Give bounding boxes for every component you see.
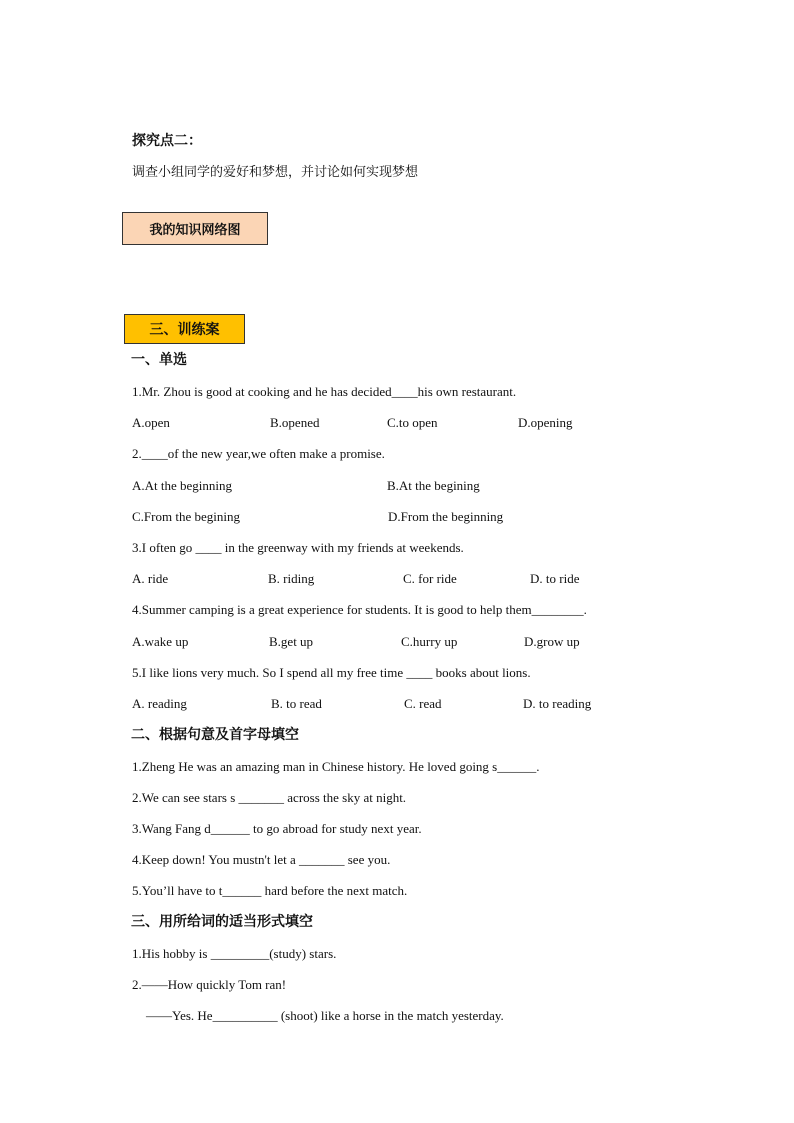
q3-option-c: C. for ride <box>403 571 457 586</box>
fill-item-5: 5.You’ll have to t______ hard before the next match. <box>132 883 408 898</box>
fill-item-1: 1.Zheng He was an amazing man in Chinese history. He loved going s______. <box>132 759 540 774</box>
q2-stem: 2.____of the new year,we often make a promise. <box>132 446 385 461</box>
q3-option-a: A. ride <box>132 571 169 586</box>
fill-item-3: 3.Wang Fang d______ to go abroad for study next year. <box>132 821 422 836</box>
q1-option-d: D.opening <box>518 415 573 430</box>
explore-heading: 探究点二： <box>132 133 202 149</box>
q2-option-d: D.From the beginning <box>388 509 504 524</box>
q1-option-a: A.open <box>132 415 170 430</box>
fill-item-2: 2.We can see stars s _______ across the sky at night. <box>132 790 407 805</box>
knowledge-network-box: 我的知识网络图 <box>122 212 268 245</box>
q2-option-c: C.From the begining <box>132 509 240 524</box>
q5-option-d: D. to reading <box>523 696 592 711</box>
q2-option-b: B.At the begining <box>387 478 480 493</box>
q3-option-d: D. to ride <box>530 571 580 586</box>
q5-option-a: A. reading <box>132 696 187 711</box>
q4-stem: 4.Summer camping is a great experience for students. It is good to help them________. <box>132 602 587 617</box>
q2-option-a: A.At the beginning <box>132 478 233 493</box>
q1-option-b: B.opened <box>270 415 320 430</box>
q1-option-c: C.to open <box>387 415 438 430</box>
section2-title: 二、根据句意及首字母填空 <box>131 727 299 743</box>
q3-stem: 3.I often go ____ in the greenway with my friends at weekends. <box>132 540 464 555</box>
form-item-1: 1.His hobby is _________(study) stars. <box>132 946 337 961</box>
q4-option-a: A.wake up <box>132 634 189 649</box>
q3-option-b: B. riding <box>268 571 315 586</box>
form-item-2: 2.——How quickly Tom ran! <box>132 977 287 992</box>
explore-task: 调查小组同学的爱好和梦想，并讨论如何实现梦想 <box>132 165 419 180</box>
q5-option-b: B. to read <box>271 696 322 711</box>
form-item-2-answer: ——Yes. He__________ (shoot) like a horse in the match yesterday. <box>146 1008 504 1023</box>
q5-option-c: C. read <box>404 696 442 711</box>
q5-stem: 5.I like lions very much. So I spend all my free time ____ books about lions. <box>132 665 531 680</box>
q1-stem: 1.Mr. Zhou is good at cooking and he has decided____his own restaurant. <box>132 384 517 399</box>
q4-option-d: D.grow up <box>524 634 580 649</box>
q4-option-c: C.hurry up <box>401 634 458 649</box>
section1-title: 一、单选 <box>131 352 187 368</box>
training-section-box: 三、训练案 <box>124 314 245 344</box>
section3-title: 三、用所给词的适当形式填空 <box>131 914 313 930</box>
fill-item-4: 4.Keep down! You mustn't let a _______ see you. <box>132 852 391 867</box>
q4-option-b: B.get up <box>269 634 314 649</box>
